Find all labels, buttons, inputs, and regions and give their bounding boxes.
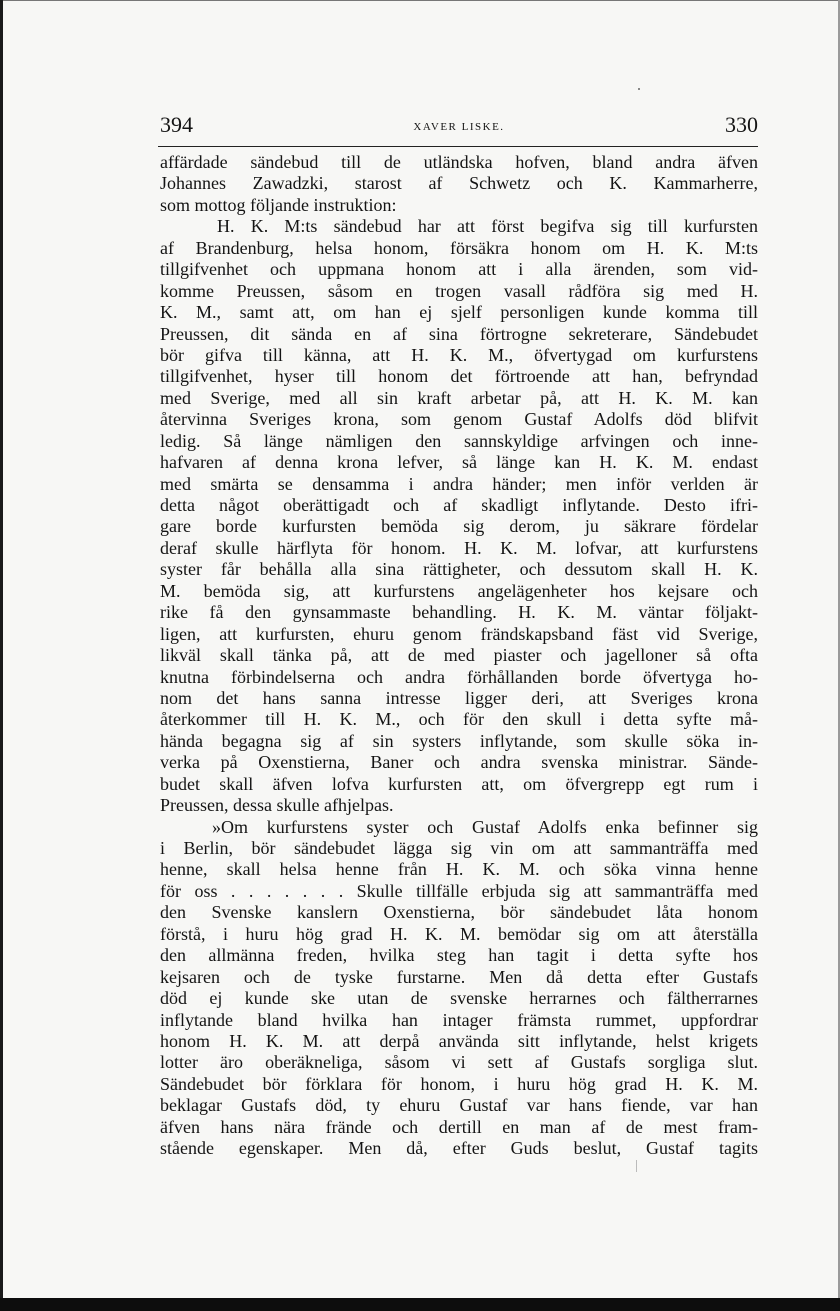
text-line: i Berlin, bör sändebudet lägga sig vin om att sammanträffa med	[160, 838, 758, 858]
text-line: Sändebudet bör förklara för honom, i huru hög grad H. K. M.	[160, 1073, 758, 1094]
text-line: den Svenske kanslern Oxenstierna, bör sändebudet låta honom	[160, 902, 758, 923]
scan-edge-top	[0, 0, 840, 1]
text-line: M. bemöda sig, att kurfurstens angelägenheter hos kejsare och	[160, 580, 758, 601]
body-text	[160, 152, 758, 1160]
text-line: inflytande bland hvilka han intager främsta rummet, uppfordrar	[160, 1009, 758, 1030]
text-line: Preussen, dit sända en af sina förtrogne sekreterare, Sändebudet	[160, 323, 758, 344]
text-line: likväl skall tänka på, att de med piaster och jagelloner så ofta	[160, 645, 758, 666]
text-line: kejsaren och de tyske furstarne. Men då detta efter Gustafs	[160, 966, 758, 987]
running-title: XAVER LISKE.	[413, 121, 505, 133]
text-line: af Brandenburg, helsa honom, försäkra honom om H. K. M:ts	[160, 237, 758, 258]
text-line: verka på Oxenstierna, Baner och andra svenska ministrar. Sände-	[160, 752, 758, 773]
text-line: bör gifva till känna, att H. K. M., öfvertygad om kurfurstens	[160, 344, 758, 365]
text-line: lotter äro oberäkneliga, såsom vi sett af Gustafs sorgliga slut.	[160, 1052, 758, 1073]
header-rule	[158, 146, 758, 147]
text-line: som mottog följande instruktion:	[160, 194, 397, 215]
text-line: komme Preussen, såsom en trogen vasall rådföra sig med H.	[160, 280, 758, 301]
text-line: budet skall äfven lofva kurfursten att, om öfvergrepp egt rum i	[160, 773, 758, 794]
text-line: henne, skall helsa henne från H. K. M. och söka vinna henne	[160, 859, 758, 880]
text-line: med smärta se densamma i andra händer; men inför verlden är	[160, 473, 758, 494]
text-line: detta något oberättigadt och af skadligt inflytande. Desto ifri-	[160, 495, 758, 515]
paper-speck	[638, 88, 640, 90]
paper-crease	[636, 1160, 637, 1172]
text-line: förstå, i huru hög grad H. K. M. bemödar sig om att återställa	[160, 923, 758, 944]
scan-edge-bottom	[0, 1298, 840, 1311]
text-line: död ej kunde ske utan de svenske herrarnes och fältherrarnes	[160, 988, 758, 1009]
text-line: för oss . . . . . . . Skulle tillfälle erbjuda sig att sammanträffa med	[160, 880, 758, 901]
text-line: hända begagna sig af sin systers inflytande, som skulle söka in-	[160, 730, 758, 751]
page-header	[160, 108, 758, 144]
text-line: tillgifvenhet, hyser till honom det förtroende att han, befryndad	[160, 366, 758, 387]
text-line: den allmänna freden, hvilka steg han tagit i detta syfte hos	[160, 945, 758, 966]
text-line: återvinna Sveriges krona, som genom Gustaf Adolfs död blifvit	[160, 409, 758, 430]
text-line: K. M., samt att, om han ej sjelf personligen kunde komma till	[160, 302, 758, 323]
text-line: ledig. Så länge nämligen den sannskyldige arfvingen och inne-	[160, 430, 758, 451]
text-line: stående egenskaper. Men då, efter Guds beslut, Gustaf tagits	[160, 1138, 758, 1159]
text-line: tillgifvenhet och uppmana honom att i alla ärenden, som vid-	[160, 259, 758, 280]
text-line: beklagar Gustafs död, ty ehuru Gustaf var hans fiende, var han	[160, 1095, 758, 1116]
text-line: nom det hans sanna intresse ligger deri, att Sveriges krona	[160, 687, 758, 708]
text-line: gare borde kurfursten bemöda sig derom, ju säkrare fördelar	[160, 516, 758, 537]
text-line: honom H. K. M. att derpå använda sitt inflytande, helst krigets	[160, 1030, 758, 1051]
text-line: med Sverige, med all sin kraft arbetar på, att H. K. M. kan	[160, 387, 758, 408]
page-number-left: 394	[160, 112, 193, 137]
page-number-right: 330	[725, 112, 758, 137]
text-line: rike få den gynsammaste behandling. H. K. M. väntar följakt-	[160, 602, 758, 623]
text-line: affärdade sändebud till de utländska hofven, bland andra äfven	[160, 152, 758, 172]
text-line: knutna förbindelserna och andra förhållanden borde öfvertyga ho-	[160, 666, 758, 687]
text-line: återkommer till H. K. M., och för den skull i detta syfte må-	[160, 709, 758, 730]
text-line: Preussen, dessa skulle afhjelpas.	[160, 795, 394, 816]
text-line: äfven hans nära frände och dertill en man af de mest fram-	[160, 1116, 758, 1137]
text-line: ligen, att kurfursten, ehuru genom frändskapsband fäst vid Sverige,	[160, 623, 758, 644]
text-line: syster får behålla alla sina rättigheter, och dessutom skall H. K.	[160, 559, 758, 580]
text-line: H. K. M:ts sändebud har att först begifva sig till kurfursten	[217, 216, 758, 237]
text-line: Johannes Zawadzki, starost af Schwetz och K. Kammarherre,	[160, 173, 758, 194]
text-line: deraf skulle härflyta för honom. H. K. M. lofvar, att kurfurstens	[160, 537, 758, 558]
text-line: hafvaren af denna krona lefver, så länge kan H. K. M. endast	[160, 452, 758, 473]
scan-edge-left	[0, 0, 3, 1311]
text-line: »Om kurfurstens syster och Gustaf Adolfs enka befinner sig	[212, 816, 758, 837]
